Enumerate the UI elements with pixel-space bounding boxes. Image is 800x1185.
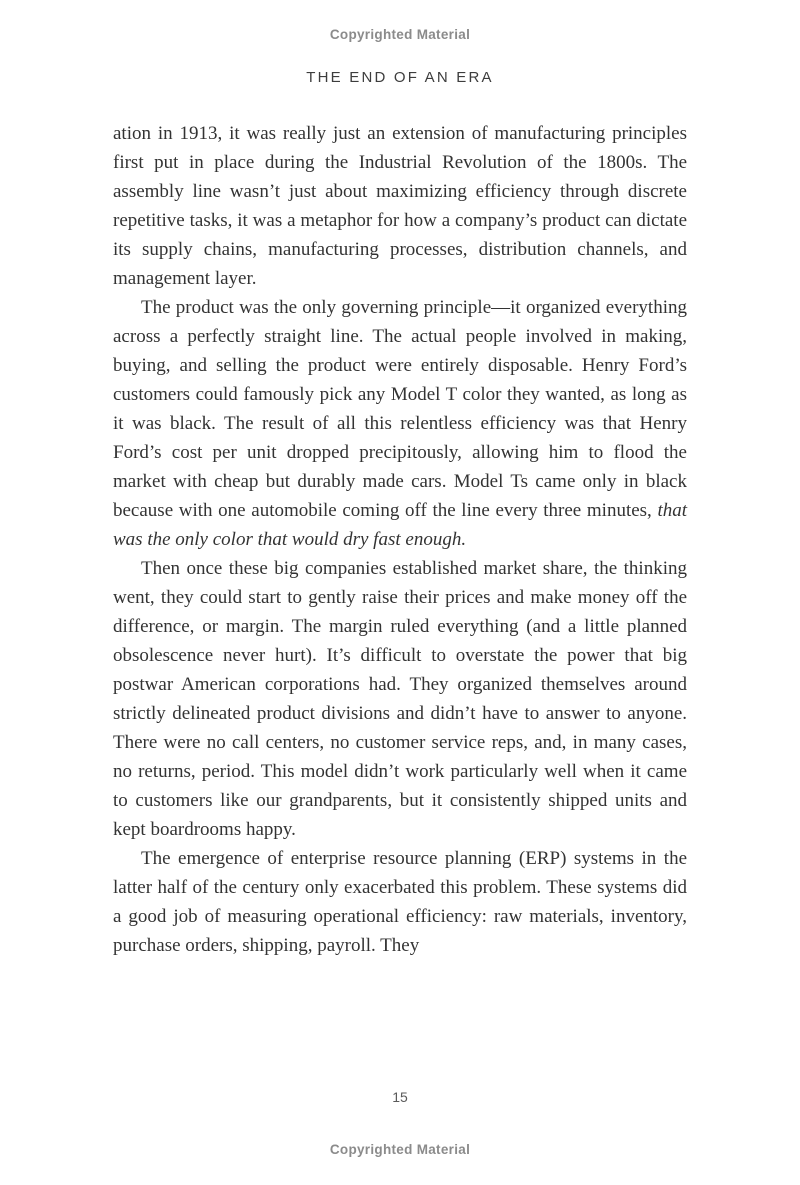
paragraph [113, 844, 687, 960]
paragraph [113, 554, 687, 844]
running-header: THE END OF AN ERA [306, 69, 494, 86]
paragraph [113, 293, 687, 554]
paragraph [113, 119, 687, 293]
body-text [113, 119, 687, 960]
text-segment: The emergence of enterprise resource planning (ERP) systems in the latter half of the century only exacerbated this problem. These systems did a good job of measuring operational efficiency: raw materials, inventory, purchase orders, shipping, payroll. They [113, 848, 687, 956]
copyright-notice-top: Copyrighted Material [329, 27, 471, 42]
text-segment: ation in 1913, it was really just an extension of manufacturing principles first put in place during the Industrial Revolution of the 1800s. The assembly line wasn’t just about maximizing efficiency through discrete repetitive tasks, it was a metaphor for how a company’s product can dictate its supply chains, manufacturing processes, distribution channels, and management layer. [113, 123, 687, 289]
text-segment: The product was the only governing principle—it organized everything across a perfectly straight line. The actual people involved in making, buying, and selling the product were entirely disposable. Henry Ford’s customers could famously pick any Model T color they wanted, as long as it was black. The result of all this relentless efficiency was that Henry Ford’s cost per unit dropped precipitously, allowing him to flood the market with cheap but durably made cars. Model Ts came only in black because with one automobile coming off the line every three minutes, [113, 297, 687, 521]
text-segment: Then once these big companies established market share, the thinking went, they could start to gently raise their prices and make money off the difference, or margin. The margin ruled everything (and a little planned obsolescence never hurt). It’s difficult to overstate the power that big postwar American corporations had. They organized themselves around strictly delineated product divisions and didn’t have to answer to anyone. There were no call centers, no customer service reps, and, in many cases, no returns, period. This model didn’t work particularly well when it came to customers like our grandparents, but it consistently shipped units and kept boardrooms happy. [113, 558, 687, 840]
copyright-notice-bottom: Copyrighted Material [329, 1142, 471, 1157]
page-number: 15 [392, 1089, 408, 1105]
italic-text-segment: that was the only color that would dry fast enough. [113, 500, 687, 550]
